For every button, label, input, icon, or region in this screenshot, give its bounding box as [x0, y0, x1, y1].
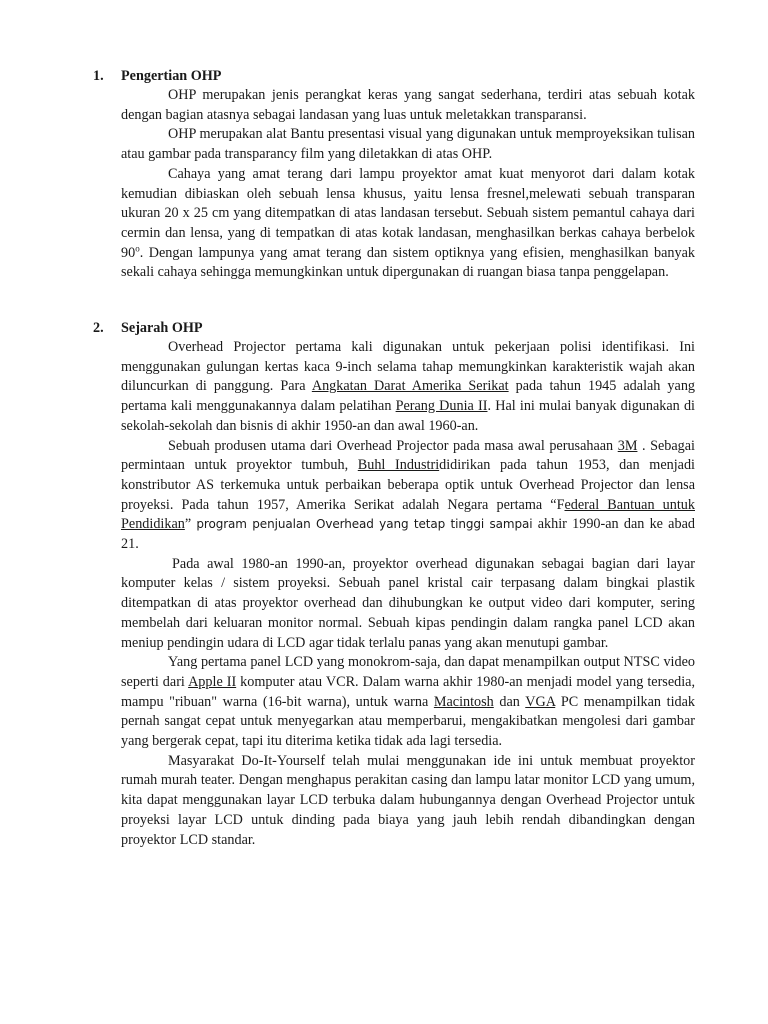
section-heading	[0, 318, 768, 338]
section-number: 2.	[93, 320, 104, 336]
section-title: Pengertian OHP	[121, 68, 222, 84]
link-federal-bantuan[interactable]: ederal Bantuan untuk Pendidikan	[121, 496, 695, 533]
paragraph: Masyarakat Do-It-Yourself telah mulai menggunakan ide ini untuk membuat proyektor rumah murah teater. Dengan menghapus perakitan casing dan lampu latar monitor LCD yang umum, kita dapat menggunakan layar LCD terbuka dalam hubungannya dengan Overhead Projector untuk proyeksi layar LCD untuk dinding pada biaya yang jauh lebih rendah dibandingkan dengan proyektor LCD standar.	[121, 752, 695, 848]
section-sejarah-ohp	[0, 318, 768, 850]
paragraph-text: pada tahun 1945 adalah yang pertama kali menggunakannya dalam pelatihan	[121, 378, 696, 415]
paragraph	[121, 437, 695, 555]
paragraph	[121, 338, 695, 437]
paragraph-text: . Sebagai permintaan untuk proyektor tumbuh,	[121, 437, 696, 474]
link-perang-dunia[interactable]: Perang Dunia II	[395, 398, 488, 415]
link-angkatan-darat[interactable]: Angkatan Darat Amerika Serikat	[311, 378, 509, 395]
paragraph-text: dan	[493, 693, 526, 710]
paragraph: OHP merupakan jenis perangkat keras yang sangat sederhana, terdiri atas sebuah kotak dengan bagian atasnya sebagai landasan yang luas untuk meletakkan transparansi.	[121, 87, 695, 123]
paragraph-text: . Dengan lampunya yang amat terang dan sistem optiknya yang efisien, menghasilkan banyak sekali cahaya sehingga memungkinkan untuk dipergunakan di ruangan biasa tanpa penggelapan.	[121, 244, 695, 281]
paragraph-text: . Hal ini mulai banyak digunakan di sekolah-sekolah dan bisnis di akhir 1950-an dan awal 1960-an.	[121, 398, 695, 434]
paragraph-text: ”	[184, 516, 197, 533]
link-vga[interactable]: VGA	[525, 693, 556, 710]
section-number: 1.	[93, 68, 104, 84]
paragraph-text: komputer atau VCR. Dalam warna akhir 1980-an menjadi model yang tersedia, mampu "ribuan" warna (16-bit warna), untuk warna	[121, 673, 695, 710]
paragraph-text: Cahaya yang amat terang dari lampu proyektor amat kuat menyorot dari dalam kotak kemudian dibiaskan oleh sebuah lensa khusus, yaitu lensa fresnel,melewati sebuah transparan ukuran 20 x 25 cm yang ditempatkan di atas landasan tersebut. Sebuah sistem pemantul cahaya dari cermin dan lensa, yang di tempatkan di atas kotak landasan, menghasilkan berkas cahaya berbelok 90	[121, 165, 695, 261]
section-body	[121, 338, 695, 850]
paragraph-text: Yang pertama panel LCD yang monokrom-saja, dan dapat menampilkan output NTSC video seperti dari	[121, 654, 695, 690]
paragraph	[121, 165, 695, 283]
section-pengertian-ohp	[0, 66, 768, 283]
section-body	[121, 86, 695, 283]
paragraph-text: didirikan pada tahun 1953, dan menjadi konstributor AS terkemuka untuk perbaikan beberapa optik untuk Overhead Projector dan lensa proyeksi. Pada tahun 1957, Amerika Serikat adalah Negara pertama “F	[121, 457, 695, 513]
paragraph-text: program penjualan Overhead yang tetap tinggi sampai	[196, 517, 533, 532]
link-macintosh[interactable]: Macintosh	[433, 693, 494, 710]
paragraph-text: Sebuah produsen utama dari Overhead Projector pada masa awal perusahaan	[168, 437, 618, 454]
paragraph-text: Overhead Projector pertama kali digunakan untuk pekerjaan polisi identifikasi. Ini menggunakan gulungan kertas kaca 9-inch selama tahap memungkinkan karakteristik wajah akan diluncurkan di panggung. Para	[121, 339, 695, 395]
link-3m[interactable]: 3M	[617, 437, 638, 454]
link-buhl-industri[interactable]: Buhl Industri	[357, 457, 440, 474]
section-title: Sejarah OHP	[121, 320, 203, 336]
paragraph-text: akhir 1990-an dan ke abad 21.	[121, 516, 695, 553]
paragraph: Pada awal 1980-an 1990-an, proyektor overhead digunakan sebagai bagian dari layar komputer kelas / sistem proyeksi. Sebuah panel kristal cair terpasang dalam bingkai plastik ditempatkan di atas proyektor overhead dan dihubungkan ke output video dari komputer, sering membelah dari keluaran monitor normal. Sebuah kipas pendingin dalam rangka panel LCD akan meniup pendingin udara di LCD agar tidak terlalu panas yang akan menutupi gambar.	[121, 555, 695, 651]
paragraph	[121, 653, 695, 752]
section-heading	[0, 66, 768, 86]
paragraph-text: PC menampilkan tidak pernah sangat cepat untuk menyegarkan atau memperbarui, mengakibatkan mengolesi dari gambar yang bergerak cepat, tapi itu diterima ketika tidak ada lagi tersedia.	[121, 693, 696, 750]
link-apple-ii[interactable]: Apple II	[188, 673, 237, 690]
degree-superscript: o	[135, 242, 140, 253]
paragraph: OHP merupakan alat Bantu presentasi visual yang digunakan untuk memproyeksikan tulisan atau gambar pada transparancy film yang diletakkan di atas OHP.	[121, 126, 695, 163]
